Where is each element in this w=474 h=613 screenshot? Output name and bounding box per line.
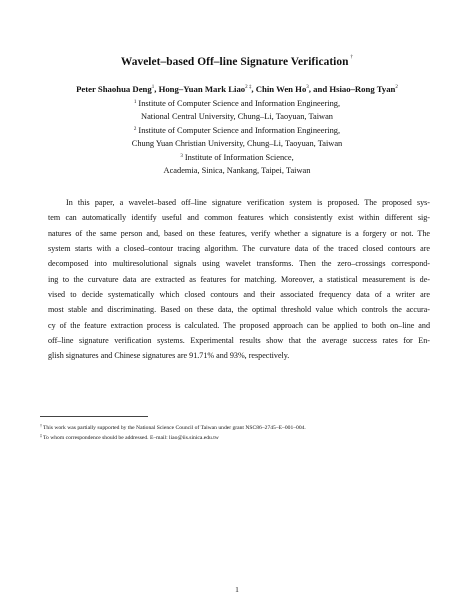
author-name: Chin Wen Ho xyxy=(255,84,307,94)
abstract-line: vised to decide systematically which closed contours and their associated frequency data of a writer are xyxy=(48,290,430,300)
author-name: Hsiao–Rong Tyan xyxy=(329,84,396,94)
footnote-mark: † xyxy=(40,423,42,428)
abstract-line: off–line signature verification systems. Experimental results show that the average success rates for En- xyxy=(48,336,430,346)
affiliation-mark: 3 xyxy=(180,154,183,159)
affiliation-line: $^3$ Institute of Information Science, xyxy=(180,153,294,162)
affiliation-line: National Central University, Chung–Li, Taoyuan, Taiwan xyxy=(141,112,333,121)
footnote xyxy=(40,423,306,431)
abstract-line: decomposed into multiresolutional signals using wavelet transforms. Then the zero–crossings correspond- xyxy=(48,259,430,269)
footnote xyxy=(40,433,219,441)
page-number: 1 xyxy=(235,585,239,594)
footnote-text: To whom correspondence should be addressed. E–mail: liao@iis.sinica.edu.tw xyxy=(43,435,219,441)
author-separator: , xyxy=(251,84,256,94)
author-mark: 2 xyxy=(395,85,398,90)
author-mark: 3 xyxy=(306,85,309,90)
author-mark: 2 ‡ xyxy=(245,85,252,90)
title-text: Wavelet–based Off–line Signature Verification xyxy=(120,56,349,68)
footnote-text: This work was partially supported by the National Science Council of Taiwan under grant NSC86–2745–E–001–004. xyxy=(43,425,306,431)
affiliation-line: $^2$ Institute of Computer Science and Information Engineering, xyxy=(133,126,341,135)
author-mark: 1 xyxy=(151,85,155,90)
abstract-line: most stable and discriminating. Based on these data, the optimal threshold value which controls the accura- xyxy=(48,305,430,315)
footnote-mark: ‡ xyxy=(40,433,42,438)
affiliation-line: Academia, Sinica, Nankang, Taipei, Taiwan xyxy=(163,166,311,175)
title-footnote-mark: † xyxy=(350,55,354,60)
abstract-line: tem can automatically identify useful and common features which consistently exist within different sig- xyxy=(48,213,430,223)
author-separator: , xyxy=(154,84,159,94)
abstract-line: In this paper, a wavelet–based off–line signature verification system is proposed. The proposed sys- xyxy=(66,198,430,207)
footnote-rule xyxy=(40,416,148,417)
paper-title xyxy=(0,55,474,68)
abstract-line: system starts with a closed–contour tracing algorithm. The curvature data of the traced closed contours are xyxy=(48,244,430,254)
abstract-line: glish signatures and Chinese signatures are 91.71% and 93%, respectively. xyxy=(48,351,290,361)
affiliation-mark: 1 xyxy=(133,100,137,105)
author-list xyxy=(0,84,474,94)
author-name: Hong–Yuan Mark Liao xyxy=(158,84,246,94)
author-name: Peter Shaohua Deng xyxy=(76,84,152,94)
abstract xyxy=(48,195,430,364)
affiliation-line: $^1$ Institute of Computer Science and Information Engineering, xyxy=(133,99,341,108)
author-and: , and xyxy=(308,84,330,94)
affiliation-mark: 2 xyxy=(133,127,137,132)
abstract-line: ing to the curvature data are extracted as features for matching. Moreover, a statistical measurement is de- xyxy=(48,274,430,284)
abstract-line: natures of the same person and, based on these features, verify whether a signature is a forgery or not. The xyxy=(48,228,430,238)
abstract-line: cy of the feature extraction process is calculated. The proposed approach can be applied to both on–line and xyxy=(48,320,430,330)
affiliation-line: Chung Yuan Christian University, Chung–Li, Taoyuan, Taiwan xyxy=(131,139,343,148)
